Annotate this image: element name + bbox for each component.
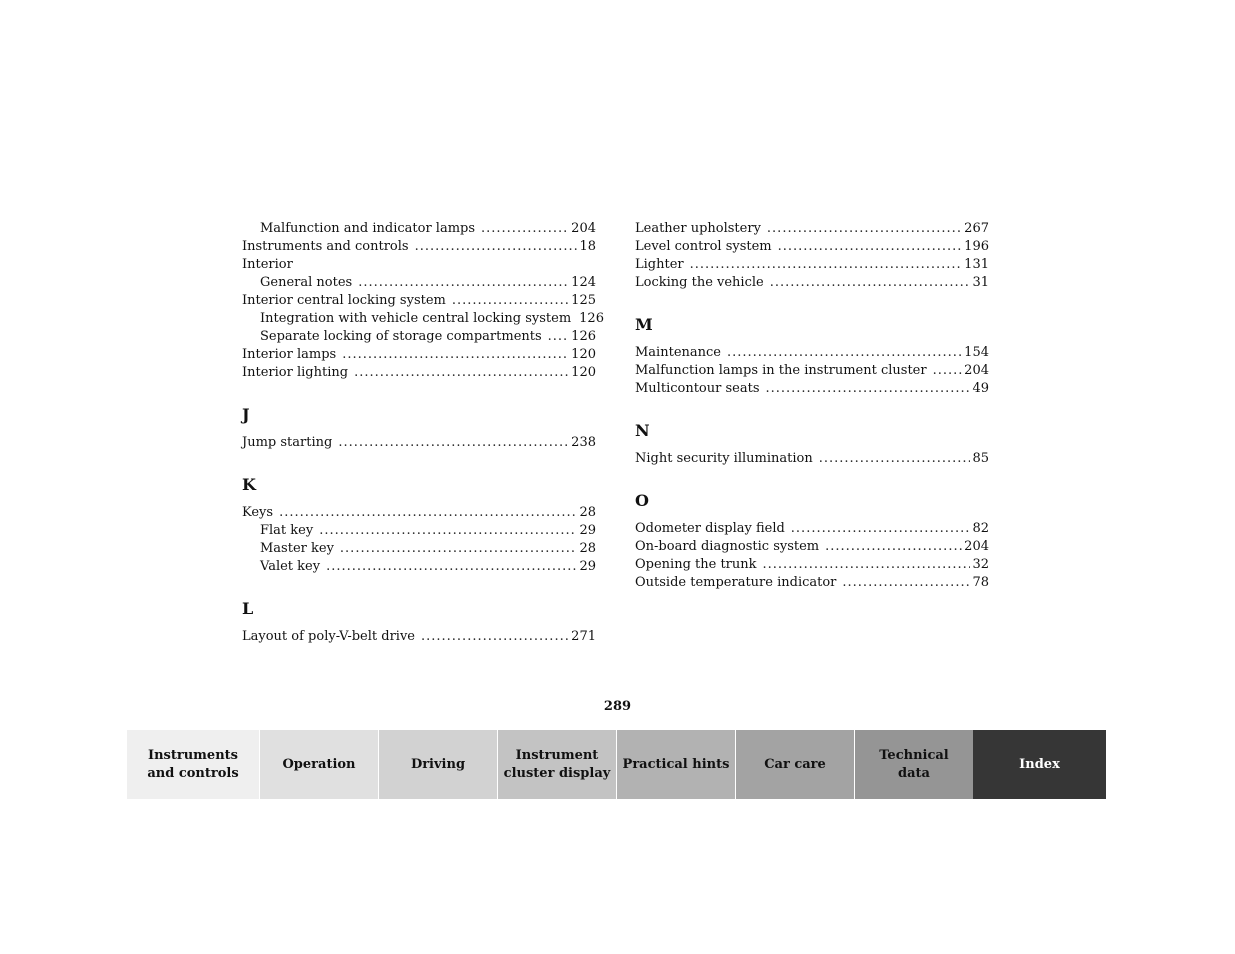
index-entry[interactable] [242, 504, 596, 522]
index-entry-page: 29 [579, 559, 596, 574]
dot-leader [452, 292, 569, 310]
dot-leader [778, 238, 963, 256]
index-entry[interactable] [635, 450, 989, 468]
index-entry-text: Level control system [635, 239, 772, 254]
index-entry-text: Outside temperature indicator [635, 575, 837, 590]
index-subentry[interactable] [242, 220, 596, 238]
index-entry-page: 204 [964, 363, 989, 378]
index-entry-text: Flat key [260, 523, 314, 538]
index-entry-page: 85 [972, 451, 989, 466]
nav-tab-car-care[interactable]: Car care [735, 730, 854, 799]
dot-leader [342, 346, 569, 364]
index-entry-text: Valet key [260, 559, 321, 574]
section-letter-k: K [242, 475, 256, 494]
index-entry-page: 126 [579, 311, 604, 326]
index-entry-text: Night security illumination [635, 451, 813, 466]
section-letter-m: M [635, 315, 653, 334]
index-entry-text: Jump starting [242, 435, 333, 450]
index-entry-text: Malfunction lamps in the instrument cluster [635, 363, 927, 378]
index-entry-text: General notes [260, 275, 353, 290]
dot-leader [358, 274, 569, 292]
index-subentry[interactable] [242, 540, 596, 558]
index-entry-page: 154 [964, 345, 989, 360]
dot-leader [421, 628, 569, 646]
dot-leader [319, 522, 577, 540]
index-entry[interactable] [635, 556, 989, 574]
section-letter-j: J [242, 405, 250, 424]
index-column-right [635, 220, 989, 592]
dot-leader [481, 220, 569, 238]
index-entry[interactable] [242, 628, 596, 646]
index-entry-text: Instruments and controls [242, 239, 409, 254]
index-subentry[interactable] [242, 558, 596, 576]
index-entry-text: Separate locking of storage compartments [260, 329, 542, 344]
nav-tab-technical-data[interactable]: Technical data [854, 730, 973, 799]
index-entry-text: Opening the trunk [635, 557, 757, 572]
index-entry-page: 126 [571, 329, 596, 344]
index-column-left [242, 220, 604, 646]
index-entry-text: Interior lighting [242, 365, 349, 380]
index-entry-text: Interior central locking system [242, 293, 446, 308]
dot-leader [763, 556, 971, 574]
index-entry-text: Layout of poly-V-belt drive [242, 629, 415, 644]
index-entry[interactable] [242, 238, 596, 256]
index-entry-page: 29 [579, 523, 596, 538]
dot-leader [765, 380, 970, 398]
index-entry[interactable] [242, 292, 596, 310]
section-letter-n: N [635, 421, 650, 440]
index-entry[interactable] [635, 520, 989, 538]
dot-leader [727, 344, 962, 362]
index-entry-page: 28 [579, 541, 596, 556]
dot-leader [415, 238, 578, 256]
index-entry-page: 267 [964, 221, 989, 236]
index-entry-text: Leather upholstery [635, 221, 761, 236]
index-entry-text: Keys [242, 505, 274, 520]
nav-tab-index[interactable]: Index [973, 730, 1106, 799]
page-number: 289 [603, 699, 632, 714]
dot-leader [842, 574, 970, 592]
index-subentry[interactable] [242, 522, 596, 540]
index-entry[interactable] [635, 574, 989, 592]
nav-tab-driving[interactable]: Driving [378, 730, 497, 799]
nav-tab-instruments-and-controls[interactable]: Instruments and controls [127, 730, 259, 799]
index-entry-text: Interior lamps [242, 347, 337, 362]
dot-leader [279, 504, 577, 522]
index-entry-page: 31 [972, 275, 989, 290]
dot-leader [933, 362, 963, 380]
nav-tab-operation[interactable]: Operation [259, 730, 378, 799]
index-entry[interactable] [635, 380, 989, 398]
section-letter-o: O [635, 491, 649, 510]
index-entry-page: 131 [964, 257, 989, 272]
chapter-navigation-bar [127, 730, 1106, 799]
dot-leader [791, 520, 971, 538]
index-entry[interactable] [635, 344, 989, 362]
index-entry[interactable] [242, 346, 596, 364]
index-subentry[interactable] [242, 274, 596, 292]
index-entry-text: Lighter [635, 257, 684, 272]
nav-tab-instrument-cluster-display[interactable]: Instrument cluster display [497, 730, 616, 799]
dot-leader [690, 256, 963, 274]
index-entry-page: 120 [571, 347, 596, 362]
dot-leader [767, 220, 962, 238]
index-entry[interactable] [242, 364, 596, 382]
dot-leader [338, 434, 569, 452]
index-entry-text: Multicontour seats [635, 381, 760, 396]
dot-leader [354, 364, 569, 382]
index-subentry[interactable] [242, 328, 596, 346]
index-entry-page: 204 [964, 539, 989, 554]
index-entry[interactable] [635, 362, 989, 380]
index-entry-page: 78 [972, 575, 989, 590]
index-entry-text: Locking the vehicle [635, 275, 764, 290]
dot-leader [326, 558, 577, 576]
index-entry[interactable] [635, 274, 989, 292]
index-entry-page: 28 [579, 505, 596, 520]
index-entry-text: On-board diagnostic system [635, 539, 820, 554]
index-entry-page: 49 [972, 381, 989, 396]
index-entry-text: Malfunction and indicator lamps [260, 221, 476, 236]
index-entry-page: 271 [571, 629, 596, 644]
index-entry[interactable] [242, 434, 596, 452]
index-entry[interactable] [635, 220, 989, 238]
dot-leader [819, 450, 971, 468]
index-entry[interactable] [635, 538, 989, 556]
section-letter-l: L [242, 599, 254, 618]
index-entry-page: 196 [964, 239, 989, 254]
index-entry-text: Interior [242, 257, 293, 272]
dot-leader [770, 274, 971, 292]
index-entry-page: 125 [571, 293, 596, 308]
index-entry-page: 32 [972, 557, 989, 572]
index-entry[interactable] [635, 256, 989, 274]
index-entry-text: Integration with vehicle central locking system [260, 311, 572, 326]
nav-tab-practical-hints[interactable]: Practical hints [616, 730, 735, 799]
index-entry-page: 18 [579, 239, 596, 254]
index-entry-page: 82 [972, 521, 989, 536]
dot-leader [340, 540, 578, 558]
dot-leader [825, 538, 962, 556]
index-subentry[interactable] [242, 310, 604, 328]
index-entry-text: Maintenance [635, 345, 721, 360]
index-entry[interactable] [242, 256, 596, 274]
index-entry-page: 204 [571, 221, 596, 236]
index-entry-page: 238 [571, 435, 596, 450]
index-entry[interactable] [635, 238, 989, 256]
index-entry-page: 124 [571, 275, 596, 290]
dot-leader [548, 328, 570, 346]
index-entry-text: Master key [260, 541, 334, 556]
index-entry-text: Odometer display field [635, 521, 785, 536]
index-entry-page: 120 [571, 365, 596, 380]
